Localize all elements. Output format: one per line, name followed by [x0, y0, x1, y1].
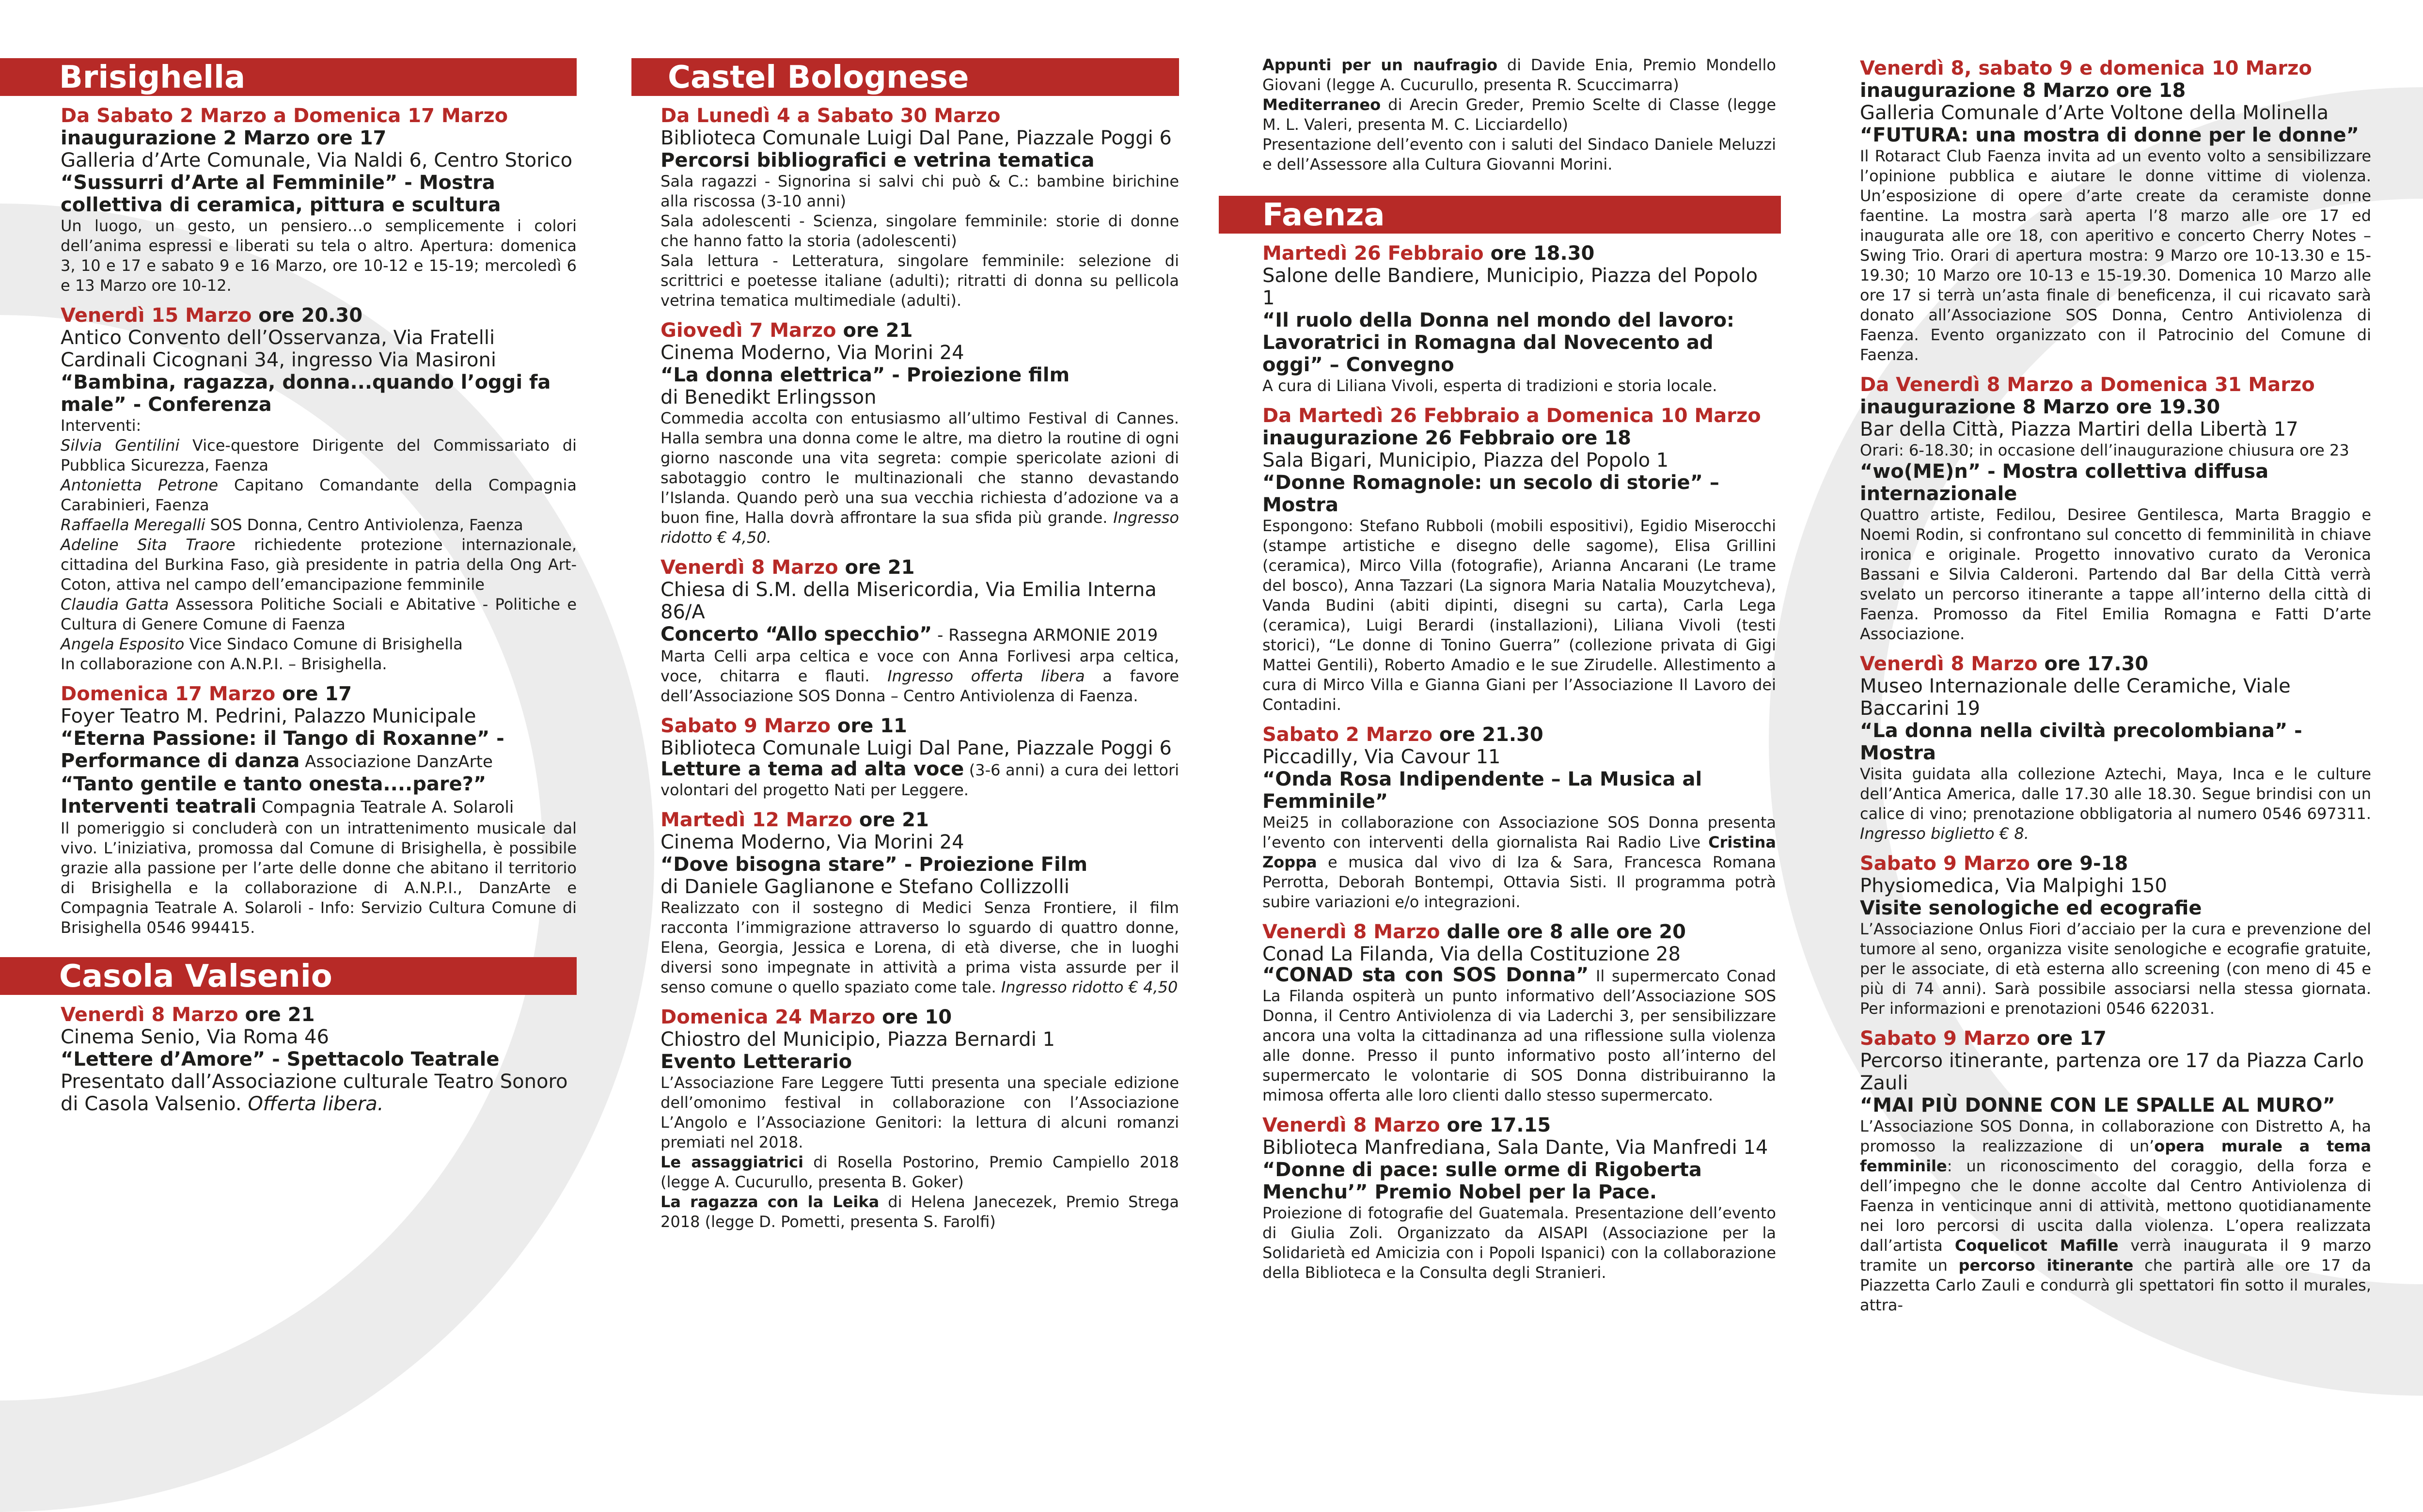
event-title: “Donne di pace: sulle orme di Rigoberta Menchu’” Premio Nobel per la Pace.: [1262, 1159, 1702, 1203]
event-date: Giovedì 7 Marzo ore 21: [661, 319, 913, 342]
column-brisighella: [0, 48, 577, 1231]
event-venue: Sala Bigari, Municipio, Piazza del Popolo 1: [1262, 449, 1669, 472]
event-description-continued: Appunti per un naufragio di Davide Enia, Premio Mondello Giovani (legge A. Cucurullo, presenta R. Scuccimarra) Mediterraneo di Arecin Greder, Premio Scelte di Classe (legge M. L. Valeri, presenta M. C. Licciardello) Presentazione dell’evento con i saluti del Sindaco Daniele Meluzzi e dell’Assessore alla Cultura Giovanni Morini.: [1262, 56, 1776, 173]
event-date: Venerdì 8 Marzo ore 17.30: [1860, 653, 2149, 675]
event-item: [661, 105, 1179, 311]
event-title: “La donna nella civiltà precolombiana” - Mostra: [1860, 720, 2302, 764]
section-heading-faenza: Faenza: [1219, 196, 1781, 234]
event-date: Sabato 9 Marzo ore 11: [661, 715, 907, 737]
event-venue: Foyer Teatro M. Pedrini, Palazzo Municipale: [61, 705, 476, 727]
event-venue: Piccadilly, Via Cavour 11: [1262, 746, 1501, 768]
event-description: Sala ragazzi - Signorina si salvi chi può & C.: bambine birichine alla riscossa (3-10 anni) Sala adolescenti - Scienza, singolare femminile: storie di donne che hanno fatto la storia (adolescenti) Sala lettura - Letteratura, singolare femminile: selezione di scrittrici e poetesse italiane (adulti); ritratti di donna su pellicola vetrina tematica multimediale (adulti).: [661, 172, 1179, 310]
event-date: Sabato 9 Marzo ore 17: [1860, 1027, 2107, 1050]
event-item: [661, 715, 1179, 800]
event-title: “Donne Romagnole: un secolo di storie” – Mostra: [1262, 472, 1719, 516]
event-description: Visita guidata alla collezione Aztechi, Maya, Inca e le culture dell’Antica America, dalle 17.30 alle 18.30. Segue brindisi con un calice di vino; prenotazione obbligatoria al numero 0546 697311. Ingresso biglietto € 8.: [1860, 765, 2371, 843]
event-date: Domenica 24 Marzo ore 10: [661, 1006, 952, 1028]
column-faenza-continued: [1860, 57, 2372, 1314]
event-venue: Cinema Moderno, Via Morini 24: [661, 831, 964, 853]
event-date: Domenica 17 Marzo ore 17: [61, 683, 352, 705]
event-date: Da Venerdì 8 Marzo a Domenica 31 Marzo: [1860, 374, 2315, 396]
event-title: Evento Letterario: [661, 1051, 852, 1073]
event-item: [661, 1006, 1179, 1232]
event-title: “Onda Rosa Indipendente – La Musica al Femminile”: [1262, 768, 1702, 813]
event-inauguration: inaugurazione 2 Marzo ore 17: [61, 127, 387, 149]
event-title: Percorsi bibliografici e vetrina tematica: [661, 149, 1095, 172]
event-date: Da Lunedì 4 a Sabato 30 Marzo: [661, 105, 1001, 127]
event-title: “Lettere d’Amore” - Spettacolo Teatrale: [61, 1048, 500, 1071]
event-description: Marta Celli arpa celtica e voce con Anna Forlivesi arpa celtica, voce, chitarra e flauti. Ingresso offerta libera a favore dell’Associazione SOS Donna – Centro Antiviolenza di Faenza.: [661, 647, 1179, 705]
event-inauguration: inaugurazione 8 Marzo ore 18: [1860, 79, 2186, 102]
event-description: L’Associazione Fare Leggere Tutti presenta una speciale edizione dell’omonimo festival in collaborazione con l’Associazione L’Angolo e l’Associazione Genitori: la lettura di alcuni romanzi premiati nel 2018. Le assaggiatrici di Rosella Postorino, Premio Campiello 2018 (legge A. Cucurullo, presenta B. Goker) La ragazza con la Leika di Helena Janecezek, Premio Strega 2018 (legge D. Pometti, presenta S. Farolfi): [661, 1073, 1180, 1231]
event-item: [61, 105, 577, 296]
event-description: Quattro artiste, Fedilou, Desiree Gentilesca, Marta Braggio e Noemi Rodin, si confrontano sul concetto di femminilità in chiave ironica e originale. Progetto innovativo curato da Veronica Bassani e Silvia Calderoni. Partendo dal Bar della Città verrà svelato un percorso itinerante a tappe all’interno della città di Faenza. Promosso da Fitel Emilia Romagna e Fatti D’arte Associazione.: [1860, 505, 2371, 643]
event-item: [61, 304, 577, 674]
event-item: [1262, 921, 1776, 1105]
event-venue: Chiesa di S.M. della Misericordia, Via Emilia Interna 86/A: [661, 579, 1157, 623]
event-item: [1262, 724, 1776, 912]
event-item: [1860, 852, 2371, 1019]
event-venue: Museo Internazionale delle Ceramiche, Viale Baccarini 19: [1860, 675, 2291, 720]
event-title: “wo(ME)n” - Mostra collettiva diffusa internazionale: [1860, 460, 2269, 505]
event-title: Concerto “Allo specchio” - Rassegna ARMONIE 2019: [661, 623, 1158, 646]
event-description: Un luogo, un gesto, un pensiero…o semplicemente i colori dell’anima espressi e liberati su tela o altro. Apertura: domenica 3, 10 e 17 e sabato 9 e 16 Marzo, ore 10-12 e 15-19; mercoledì 6 e 13 Marzo ore 10-12.: [61, 217, 577, 295]
event-date: Venerdì 8, sabato 9 e domenica 10 Marzo: [1860, 57, 2312, 79]
event-director: di Daniele Gaglianone e Stefano Collizzolli: [661, 876, 1070, 898]
event-title: Visite senologiche ed ecografie: [1860, 897, 2202, 919]
event-date: Da Sabato 2 Marzo a Domenica 17 Marzo: [61, 105, 508, 127]
event-description: A cura di Liliana Vivoli, esperta di tradizioni e storia locale.: [1262, 377, 1717, 395]
event-venue: Galleria Comunale d’Arte Voltone della Molinella: [1860, 102, 2329, 124]
event-title: “FUTURA: una mostra di donne per le donne”: [1860, 124, 2359, 146]
event-venue: Bar della Città, Piazza Martiri della Libertà 17: [1860, 418, 2298, 441]
event-item: [1860, 653, 2371, 844]
event-venue: Salone delle Bandiere, Municipio, Piazza del Popolo 1: [1262, 265, 1758, 309]
event-description: Espongono: Stefano Rubboli (mobili espositivi), Egidio Miserocchi (stampe artistiche e disegno delle sagome), Elisa Grillini (ceramica), Mirco Villa (fotografie), Arianna Ancarani (Le trame del bosco), Anna Tazzari (La signora Maria Natalia Mouzytcheva), Vanda Budini (abiti dipinti, disegni su carta), Carla Lega (ceramica), Luigi Berardi (installazioni), Liliana Vivoli (testi storici), “Le donne di Tonino Guerra” (collezione privata di Gigi Mattei Gentili), Roberto Amadio e le sue Zirudelle. Allestimento a cura di Mirco Villa e Gianna Giani per l’Associazione Il Lavoro dei Contadini.: [1262, 517, 1776, 714]
event-item: [61, 683, 577, 938]
event-description: Realizzato con il sostegno di Medici Senza Frontiere, il film racconta l’immigrazione attraverso lo sguardo di quattro donne, Elena, Georgia, Jessica e Lorena, di età diverse, che in luoghi diversi sono impegnate in attività a prima vista assurde per il senso comune o quello spaziato come tale. Ingresso ridotto € 4,50: [661, 898, 1179, 996]
column-castel-bolognese: [631, 48, 1179, 1231]
event-date: Sabato 2 Marzo ore 21.30: [1262, 724, 1543, 746]
event-description: L’Associazione Onlus Fiori d’acciaio per la cura e prevenzione del tumore al seno, organizza visite senologiche e ecografie gratuite, per le associate, di età esterna allo screening (con meno di 45 e più di 74 anni). Sarà possibile associarsi nella stessa giornata. Per informazioni e prenotazioni 0546 622031.: [1860, 920, 2371, 1018]
event-description: “CONAD sta con SOS Donna” Il supermercato Conad La Filanda ospiterà un punto informativo dell’Associazione SOS Donna, il Centro Antiviolenza di via Laderchi 3, per sensibilizzare ancora una volta la cittadinanza ad una riflessione sulla violenza alle donne. Presso il punto informativo posto all’interno del supermercato le volontarie di SOS Donna distribuiranno la mimosa offerta alle loro clienti dallo stesso supermercato.: [1262, 964, 1776, 1104]
event-venue: Biblioteca Manfrediana, Sala Dante, Via Manfredi 14: [1262, 1136, 1768, 1159]
event-date: Venerdì 8 Marzo ore 17.15: [1262, 1114, 1551, 1136]
event-title: “MAI PIÙ DONNE CON LE SPALLE AL MURO”: [1860, 1094, 2335, 1117]
event-venue: Biblioteca Comunale Luigi Dal Pane, Piazzale Poggi 6: [661, 737, 1172, 759]
event-venue: Cinema Moderno, Via Morini 24: [661, 342, 964, 364]
event-title: “La donna elettrica” - Proiezione film: [661, 364, 1070, 386]
event-director: di Benedikt Erlingsson: [661, 386, 877, 409]
event-item: [1860, 374, 2371, 644]
event-venue: Galleria d’Arte Comunale, Via Naldi 6, Centro Storico: [61, 149, 573, 172]
event-inauguration: inaugurazione 8 Marzo ore 19.30: [1860, 396, 2220, 418]
event-date: Martedì 12 Marzo ore 21: [661, 809, 929, 831]
event-venue: Antico Convento dell’Osservanza, Via Fratelli Cardinali Cicognani 34, ingresso Via Masironi: [61, 327, 496, 371]
event-description: Presentato dall’Associazione culturale Teatro Sonoro di Casola Valsenio. Offerta libera.: [61, 1071, 568, 1115]
event-venue: Conad La Filanda, Via della Costituzione 28: [1262, 943, 1681, 965]
event-title: “Sussurri d’Arte al Femminile” - Mostra collettiva di ceramica, pittura e scultura: [61, 172, 501, 216]
section-heading-castel-bolognese: Castel Bolognese: [631, 58, 1179, 96]
event-description: L’Associazione SOS Donna, in collaborazione con Distretto A, ha promosso la realizzazione di un’opera murale a tema femminile: un riconoscimento del coraggio, della forza e dell’impegno che le donne accolte dal Centro Antiviolenza di Faenza in venticinque anni di attività, mettono quotidianamente nei loro percorsi di uscita dalla violenza. L’opera realizzata dall’artista Coquelicot Mafille verrà inaugurata il 9 marzo tramite un percorso itinerante che partirà alle ore 17 da Piazzetta Carlo Zauli e condurrà gli spettatori fin sotto il murales, attra-: [1860, 1117, 2372, 1314]
event-title: “Eterna Passione: il Tango di Roxanne” - Performance di danza Associazione DanzArte: [61, 727, 504, 772]
event-item: [1860, 57, 2371, 365]
event-description: Mei25 in collaborazione con Associazione SOS Donna presenta l’evento con interventi della giornalista Rai Radio Live Cristina Zoppa e musica dal vivo di Iza & Sara, Francesca Romana Perrotta, Deborah Bontempi, Ottavia Sisti. Il programma potrà subire variazioni e/o integrazioni.: [1262, 813, 1776, 911]
event-date: Venerdì 15 Marzo ore 20.30: [61, 304, 363, 327]
event-title: “Dove bisogna stare” - Proiezione Film: [661, 853, 1088, 876]
event-date: Venerdì 8 Marzo ore 21: [661, 556, 915, 579]
section-heading-brisighella: Brisighella: [0, 58, 577, 96]
event-date: Venerdì 8 Marzo dalle ore 8 alle ore 20: [1262, 921, 1686, 943]
event-venue: Biblioteca Comunale Luigi Dal Pane, Piazzale Poggi 6: [661, 127, 1172, 149]
event-item: [1262, 242, 1776, 396]
column-faenza: [1219, 48, 1781, 1282]
event-item: [661, 556, 1179, 706]
event-item: [661, 319, 1179, 548]
event-title: Letture a tema ad alta voce (3-6 anni) a cura dei lettori volontari del progetto Nati per Leggere.: [661, 758, 1179, 799]
event-description: Il pomeriggio si concluderà con un intrattenimento musicale dal vivo. L’iniziativa, promossa dal Comune di Brisighella, è possibile grazie alla passione per l’arte delle donne che abitano il territorio di Brisighella e la collaborazione di A.N.P.I., DanzArte e Compagnia Teatrale A. Solaroli - Info: Servizio Cultura Comune di Brisighella 0546 994415.: [61, 819, 577, 937]
event-item: [1262, 405, 1776, 715]
event-hours: Orari: 6-18.30; in occasione dell’inaugurazione chiusura ore 23: [1860, 441, 2349, 459]
event-description: Proiezione di fotografie del Guatemala. Presentazione dell’evento di Giulia Zoli. Organizzato da AISAPI (Associazione per la Solidarietà ed Amicizia con i Popoli Ispanici) con la collaborazione della Biblioteca e la Consulta degli Stranieri.: [1262, 1204, 1776, 1282]
event-venue: Physiomedica, Via Malpighi 150: [1860, 875, 2167, 897]
event-venue: Percorso itinerante, partenza ore 17 da Piazza Carlo Zauli: [1860, 1050, 2364, 1094]
event-item: [1860, 1027, 2371, 1315]
event-date: Venerdì 8 Marzo ore 21: [61, 1004, 315, 1026]
event-date: Da Martedì 26 Febbraio a Domenica 10 Marzo: [1262, 405, 1761, 427]
event-item: [661, 809, 1179, 997]
event-venue: Chiostro del Municipio, Piazza Bernardi 1: [661, 1028, 1055, 1051]
event-speakers: Interventi: Silvia Gentilini Vice-questore Dirigente del Commissariato di Pubblica Sicurezza, Faenza Antonietta Petrone Capitano Comandante della Compagnia Carabinieri, Faenza Raffaella Meregalli SOS Donna, Centro Antiviolenza, Faenza Adeline Sita Traore richiedente protezione internazionale, cittadina del Burkina Faso, già presidente in patria della Ong Art-Coton, attiva nel campo dell’emancipazione femminile Claudia Gatta Assessora Politiche Sociali e Abitative - Politiche e Cultura di Genere Comune di Faenza Angela Esposito Vice Sindaco Comune di Brisighella In collaborazione con A.N.P.I. – Brisighella.: [61, 416, 577, 673]
event-item: [1262, 1114, 1776, 1283]
event-description: Commedia accolta con entusiasmo all’ultimo Festival di Cannes. Halla sembra una donna come le altre, ma dietro la routine di ogni giorno nasconde una vita segreta: compie spericolate azioni di sabotaggio contro le multinazionali che stanno devastando l’Islanda. Quando però una sua vecchia richiesta d’adozione va a buon fine, Halla dovrà affrontare la sua sfida più grande. Ingresso ridotto € 4,50.: [661, 409, 1179, 547]
event-title: “Tanto gentile e tanto onesta....pare?” Interventi teatrali Compagnia Teatrale A. Solaroli: [61, 773, 514, 818]
section-heading-casola: Casola Valsenio: [0, 957, 577, 995]
event-title: “Il ruolo della Donna nel mondo del lavoro: Lavoratrici in Romagna dal Novecento ad oggi” – Convegno: [1262, 309, 1735, 376]
event-date: Sabato 9 Marzo ore 9-18: [1860, 852, 2128, 875]
event-item: [61, 1004, 577, 1115]
event-date: Martedì 26 Febbraio ore 18.30: [1262, 242, 1595, 265]
event-inauguration: inaugurazione 26 Febbraio ore 18: [1262, 427, 1631, 449]
event-venue: Cinema Senio, Via Roma 46: [61, 1026, 329, 1048]
event-title: “Bambina, ragazza, donna...quando l’oggi fa male” - Conferenza: [61, 371, 551, 416]
event-description: Il Rotaract Club Faenza invita ad un evento volto a sensibilizzare l’opinione pubblica e aiutare le donne vittime di violenza. Un’esposizione di opere d’arte create da ceramiste donne faentine. La mostra sarà aperta l’8 marzo alle ore 17 ed inaugurata alle ore 18, con aperitivo e concerto Cherry Notes – Swing Trio. Orari di apertura mostra: 9 Marzo ore 10-13.30 e 15-19.30; 10 Marzo ore 10-13 e 15-19.30. Domenica 10 Marzo alle ore 17 si terrà un’asta finale di beneficenza, il cui ricavato sarà donato all’Associazione SOS Donna, Centro Antiviolenza di Faenza. Evento organizzato con il Patrocinio del Comune di Faenza.: [1860, 147, 2371, 364]
